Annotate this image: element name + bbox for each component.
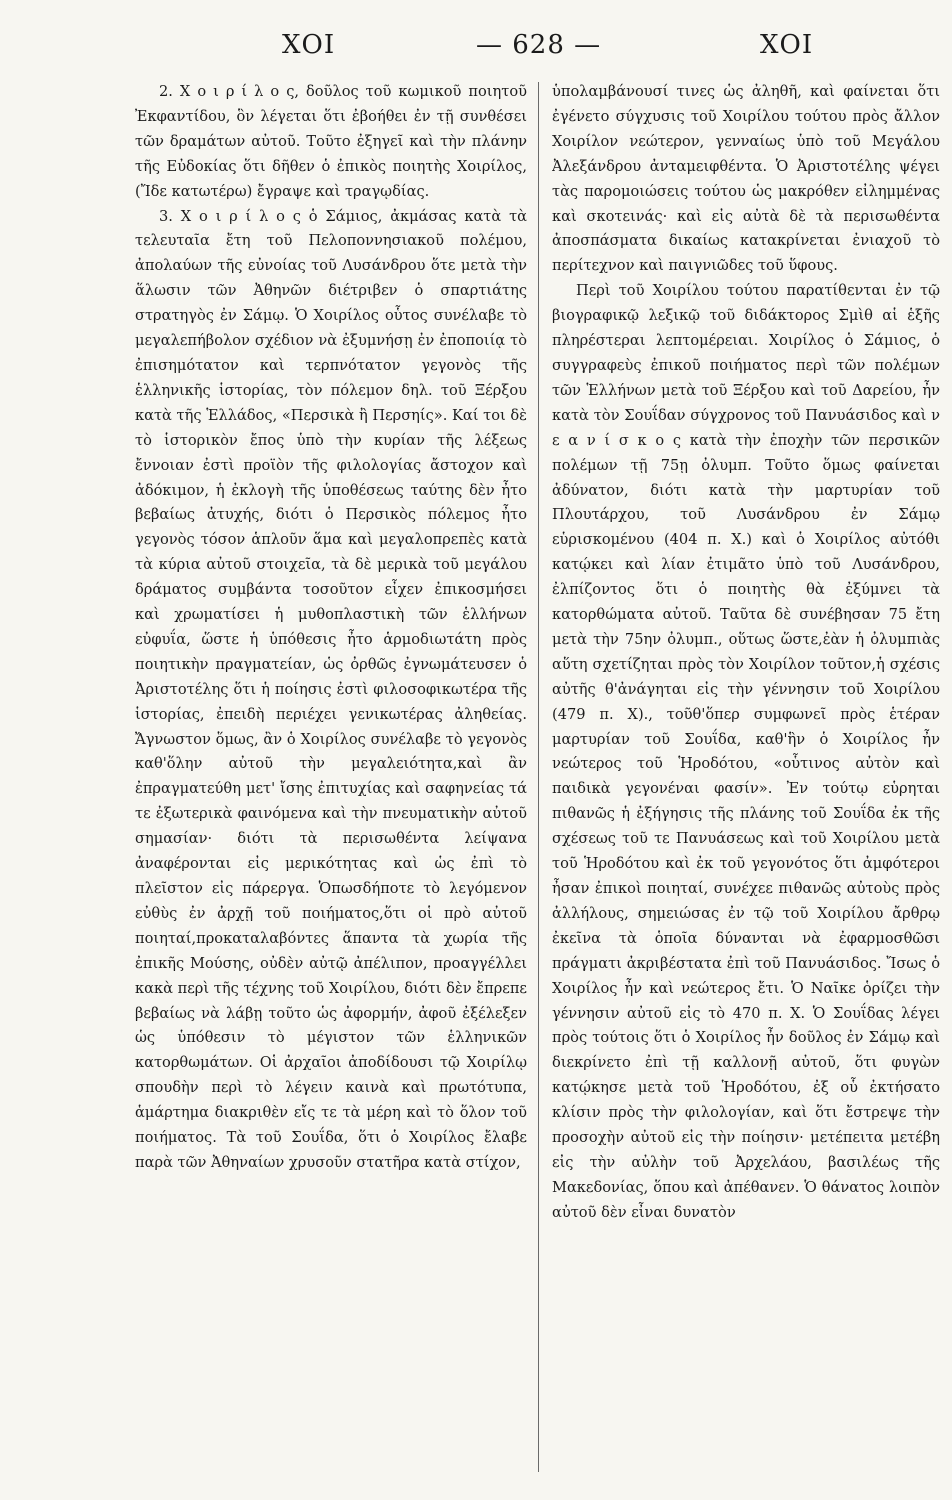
entry-continuation: ὑπολαμβάνουσί τινες ὡς ἀληθῆ, καὶ φαίνεται ὅτι ἐγένετο σύγχυσις τοῦ Χοιρίλου τούτου πρὸς ἄλλον Χοιρίλον νεώτερον, γενναίως ὑπὸ τοῦ Μεγάλου Ἀλεξάνδρου ἀνταμειφθέντα. Ὁ Ἀριστοτέλης ψέγει τὰς παρομοιώσεις τούτου ὡς μακρόθεν εἰλημμένας καὶ σκοτεινάς· καὶ εἰς αὐτὰ δὲ τὰ περισωθέντα ἀποσπάσματα δικαίως κατακρίνεται ἐνιαχοῦ τὸ περίτεχνον καὶ παιγνιῶδες τοῦ ὕφους. (552, 83, 940, 275)
header-left-entry: ΧΟΙ (282, 30, 336, 60)
page-number: — 628 — (476, 30, 602, 60)
column-divider (538, 82, 539, 1472)
right-column (552, 80, 940, 1480)
entry-choirilos-3: 3. Χ ο ι ρ ί λ ο ς ὁ Σάμιος, ἀκμάσας κατὰ τὰ τελευταῖα ἔτη τοῦ Πελοποννησιακοῦ πολέμου, ἀπολαύων τῆς εὐνοίας τοῦ Λυσάνδρου ὅτε μετὰ τὴν ἅλωσιν τῶν Ἀθηνῶν διέτριβεν ὁ σπαρτιάτης στρατηγὸς ἐν Σάμῳ. Ὁ Χοιρίλος οὗτος συνέλαβε τὸ μεγαλεπήβολον σχέδιον νὰ ἐξυμνήσῃ ἐν ἐποποιίᾳ τὸ ἐπισημότατον καὶ τερπνότατον γεγονὸς τῆς ἑλληνικῆς ἱστορίας, τὸν πόλεμον δηλ. τοῦ Ξέρξου κατὰ τῆς Ἑλλάδος, «Περσικὰ ἢ Περσηίς». Καί τοι δὲ τὸ ἱστορικὸν ἔπος ὑπὸ τὴν κυρίαν τῆς λέξεως ἔννοιαν ἐστὶ προϊὸν τῆς φιλολογίας ἄστοχον καὶ ἀδόκιμον, ἡ ἐκλογὴ τῆς ὑποθέσεως ταύτης δὲν ἦτο βεβαίως ἀτυχής, διότι ὁ Περσικὸς πόλεμος ἦτο γεγονὸς τόσον ἁπλοῦν ἅμα καὶ μεγαλοπρεπὲς κατὰ τὰ κύρια αὐτοῦ στοιχεῖα, τὰ δὲ μερικὰ τοῦ μεγάλου δράματος συμβάντα τοσοῦτον εἶχεν ἐπικοσμήσει καὶ χρωματίσει ἡ μυθοπλαστικὴ τῶν ἑλλήνων εὐφυΐα, ὥστε ἡ ὑπόθεσις ἦτο ἁρμοδιωτάτη πρὸς ποιητικὴν πραγματείαν, ὡς ὀρθῶς ἐγνωμάτευσεν ὁ Ἀριστοτέλης ὅτι ἡ ποίησις ἐστὶ φιλοσοφικωτέρα τῆς ἱστορίας, ἐπειδὴ περιέχει γενικωτέρας ἀληθείας. Ἄγνωστον ὅμως, ἂν ὁ Χοιρίλος συνέλαβε τὸ γεγονὸς καθ'ὅλην αὐτοῦ τὴν μεγαλειότητα,καὶ ἂν ἐπραγματεύθη μετ' ἴσης ἐπιτυχίας καὶ σαφηνείας τά τε ἐξωτερικὰ φαινόμενα καὶ τὴν πνευματικὴν αὐτοῦ σημασίαν· διότι τὰ περισωθέντα λείψανα ἀναφέρονται εἰς μερικότητας καὶ ὡς ἐπὶ τὸ πλεῖστον εἰς πάρεργα. Ὁπωσδήποτε τὸ λεγόμενον εὐθὺς ἐν ἀρχῇ τοῦ ποιήματος,ὅτι οἱ πρὸ αὐτοῦ ποιηταί,προκαταλαβόντες ἅπαντα τὰ χωρία τῆς ἐπικῆς Μούσης, οὐδὲν αὐτῷ ἀπέλιπον, προαγγέλλει κακὰ περὶ τῆς τέχνης τοῦ Χοιρίλου, διότι δὲν ἔπρεπε βεβαίως νὰ λάβῃ τοῦτο ὡς ἀφορμήν, ἀφοῦ ἐξέλεξεν ὡς ὑπόθεσιν τὸ μέγιστον τῶν ἑλληνικῶν κατορθωμάτων. Οἱ ἀρχαῖοι ἀποδίδουσι τῷ Χοιρίλῳ σπουδὴν περὶ τὸ λέγειν καινὰ καὶ πρωτότυπα, ἁμάρτημα διακριθὲν εἴς τε τὰ μέρη καὶ τὸ ὅλον τοῦ ποιήματος. Τὰ τοῦ Σουΐδα, ὅτι ὁ Χοιρίλος ἔλαβε παρὰ τῶν Ἀθηναίων χρυσοῦν στατῆρα κατὰ στίχον, (135, 207, 527, 1171)
entry-choirilos-2: 2. Χ ο ι ρ ί λ ο ς, δοῦλος τοῦ κωμικοῦ ποιητοῦ Ἐκφαντίδου, ὃν λέγεται ὅτι ἐβοήθει ἐν τῇ συνθέσει τῶν δραμάτων αὐτοῦ. Τοῦτο ἐξηγεῖ καὶ τὴν πλάνην τῆς Εὐδοκίας ὅτι δῆθεν ὁ ἐπικὸς ποιητὴς Χοιρίλος, (Ἴδε κατωτέρω) ἔγραψε καὶ τραγῳδίας. (135, 83, 527, 200)
header-right-entry: ΧΟΙ (760, 30, 814, 60)
entry-smith-notes: Περὶ τοῦ Χοιρίλου τούτου παρατίθενται ἐν τῷ βιογραφικῷ λεξικῷ τοῦ διδάκτορος Σμὶθ αἱ ἑξῆς πληρέστεραι λεπτομέρειαι. Χοιρίλος ὁ Σάμιος, ὁ συγγραφεὺς ἐπικοῦ ποιήματος περὶ τῶν πολέμων τῶν Ἑλλήνων μετὰ τοῦ Ξέρξου καὶ τοῦ Δαρείου, ἦν κατὰ τὸν Σουΐδαν σύγχρονος τοῦ Πανυάσιδος καὶ ν ε α ν ί σ κ ο ς κατὰ τὴν ἐποχὴν τῶν περσικῶν πολέμων τῇ 75ῃ ὀλυμπ. Τοῦτο ὅμως φαίνεται ἀδύνατον, διότι κατὰ τὴν μαρτυρίαν τοῦ Πλουτάρχου, τοῦ Λυσάνδρου ἐν Σάμῳ εὑρισκομένου (404 π. Χ.) καὶ ὁ Χοιρίλος αὐτόθι κατῴκει καὶ λίαν ἐτιμᾶτο ὑπὸ τοῦ Λυσάνδρου, ἐλπίζοντος ὅτι ὁ ποιητὴς θὰ ἐξύμνει τὰ κατορθώματα αὐτοῦ. Ταῦτα δὲ συνέβησαν 75 ἔτη μετὰ τὴν 75ην ὀλυμπ., οὕτως ὥστε,ἐὰν ἡ ὀλυμπιὰς αὕτη σχετίζηται πρὸς τὸν Χοιρίλον τοῦτον,ἡ σχέσις αὐτῆς θ'ἀνάγηται εἰς τὴν γέννησιν τοῦ Χοιρίλου (479 π. Χ)., τοῦθ'ὅπερ συμφωνεῖ πρὸς ἑτέραν μαρτυρίαν τοῦ Σουΐδα, καθ'ἣν ὁ Χοιρίλος ἦν νεώτερος τοῦ Ἡροδότου, «οὗτινος αὐτὸν καὶ παιδικὰ γεγονέναι φασίν». Ἐν τούτῳ εὑρηται πιθανῶς ἡ ἐξήγησις τῆς πλάνης τοῦ Σουΐδα ἐκ τῆς σχέσεως τοῦ τε Πανυάσεως καὶ τοῦ Χοιρίλου μετὰ τοῦ Ἡροδότου καὶ ἐκ τοῦ γεγονότος ὅτι ἀμφότεροι ἦσαν ἐπικοὶ ποιηταί, συνέχεε πιθανῶς αὐτοὺς πρὸς ἀλλήλους, σημειώσας ἐν τῷ τοῦ Χοιρίλου ἄρθρῳ ἐκεῖνα τὰ ὁποῖα δύνανται νὰ ἐφαρμοσθῶσι πράγματι ἀκριβέστατα ἐπὶ τοῦ Πανυάσιδος. Ἴσως ὁ Χοιρίλος ἦν καὶ νεώτερος ἔτι. Ὁ Ναῖκε ὁρίζει τὴν γέννησιν αὐτοῦ εἰς τὸ 470 π. Χ. Ὁ Σουΐδας λέγει πρὸς τούτοις ὅτι ὁ Χοιρίλος ἦν δοῦλος ἐν Σάμῳ καὶ διεκρίνετο ἐπὶ τῇ καλλονῇ αὐτοῦ, ὅτι φυγὼν κατῴκησε μετὰ τοῦ Ἡροδότου, ἐξ οὗ ἐκτήσατο κλίσιν πρὸς τὴν φιλολογίαν, καὶ ὅτι ἔστρεψε τὴν προσοχὴν αὐτοῦ εἰς τὴν ποίησιν· μετέπειτα μετέβη εἰς τὴν αὐλὴν τοῦ Ἀρχελάου, βασιλέως τῆς Μακεδονίας, ὅπου καὶ ἀπέθανεν. Ὁ θάνατος λοιπὸν αὐτοῦ δὲν εἶναι δυνατὸν (552, 282, 940, 1221)
running-header (0, 30, 952, 70)
left-column (135, 80, 527, 1480)
